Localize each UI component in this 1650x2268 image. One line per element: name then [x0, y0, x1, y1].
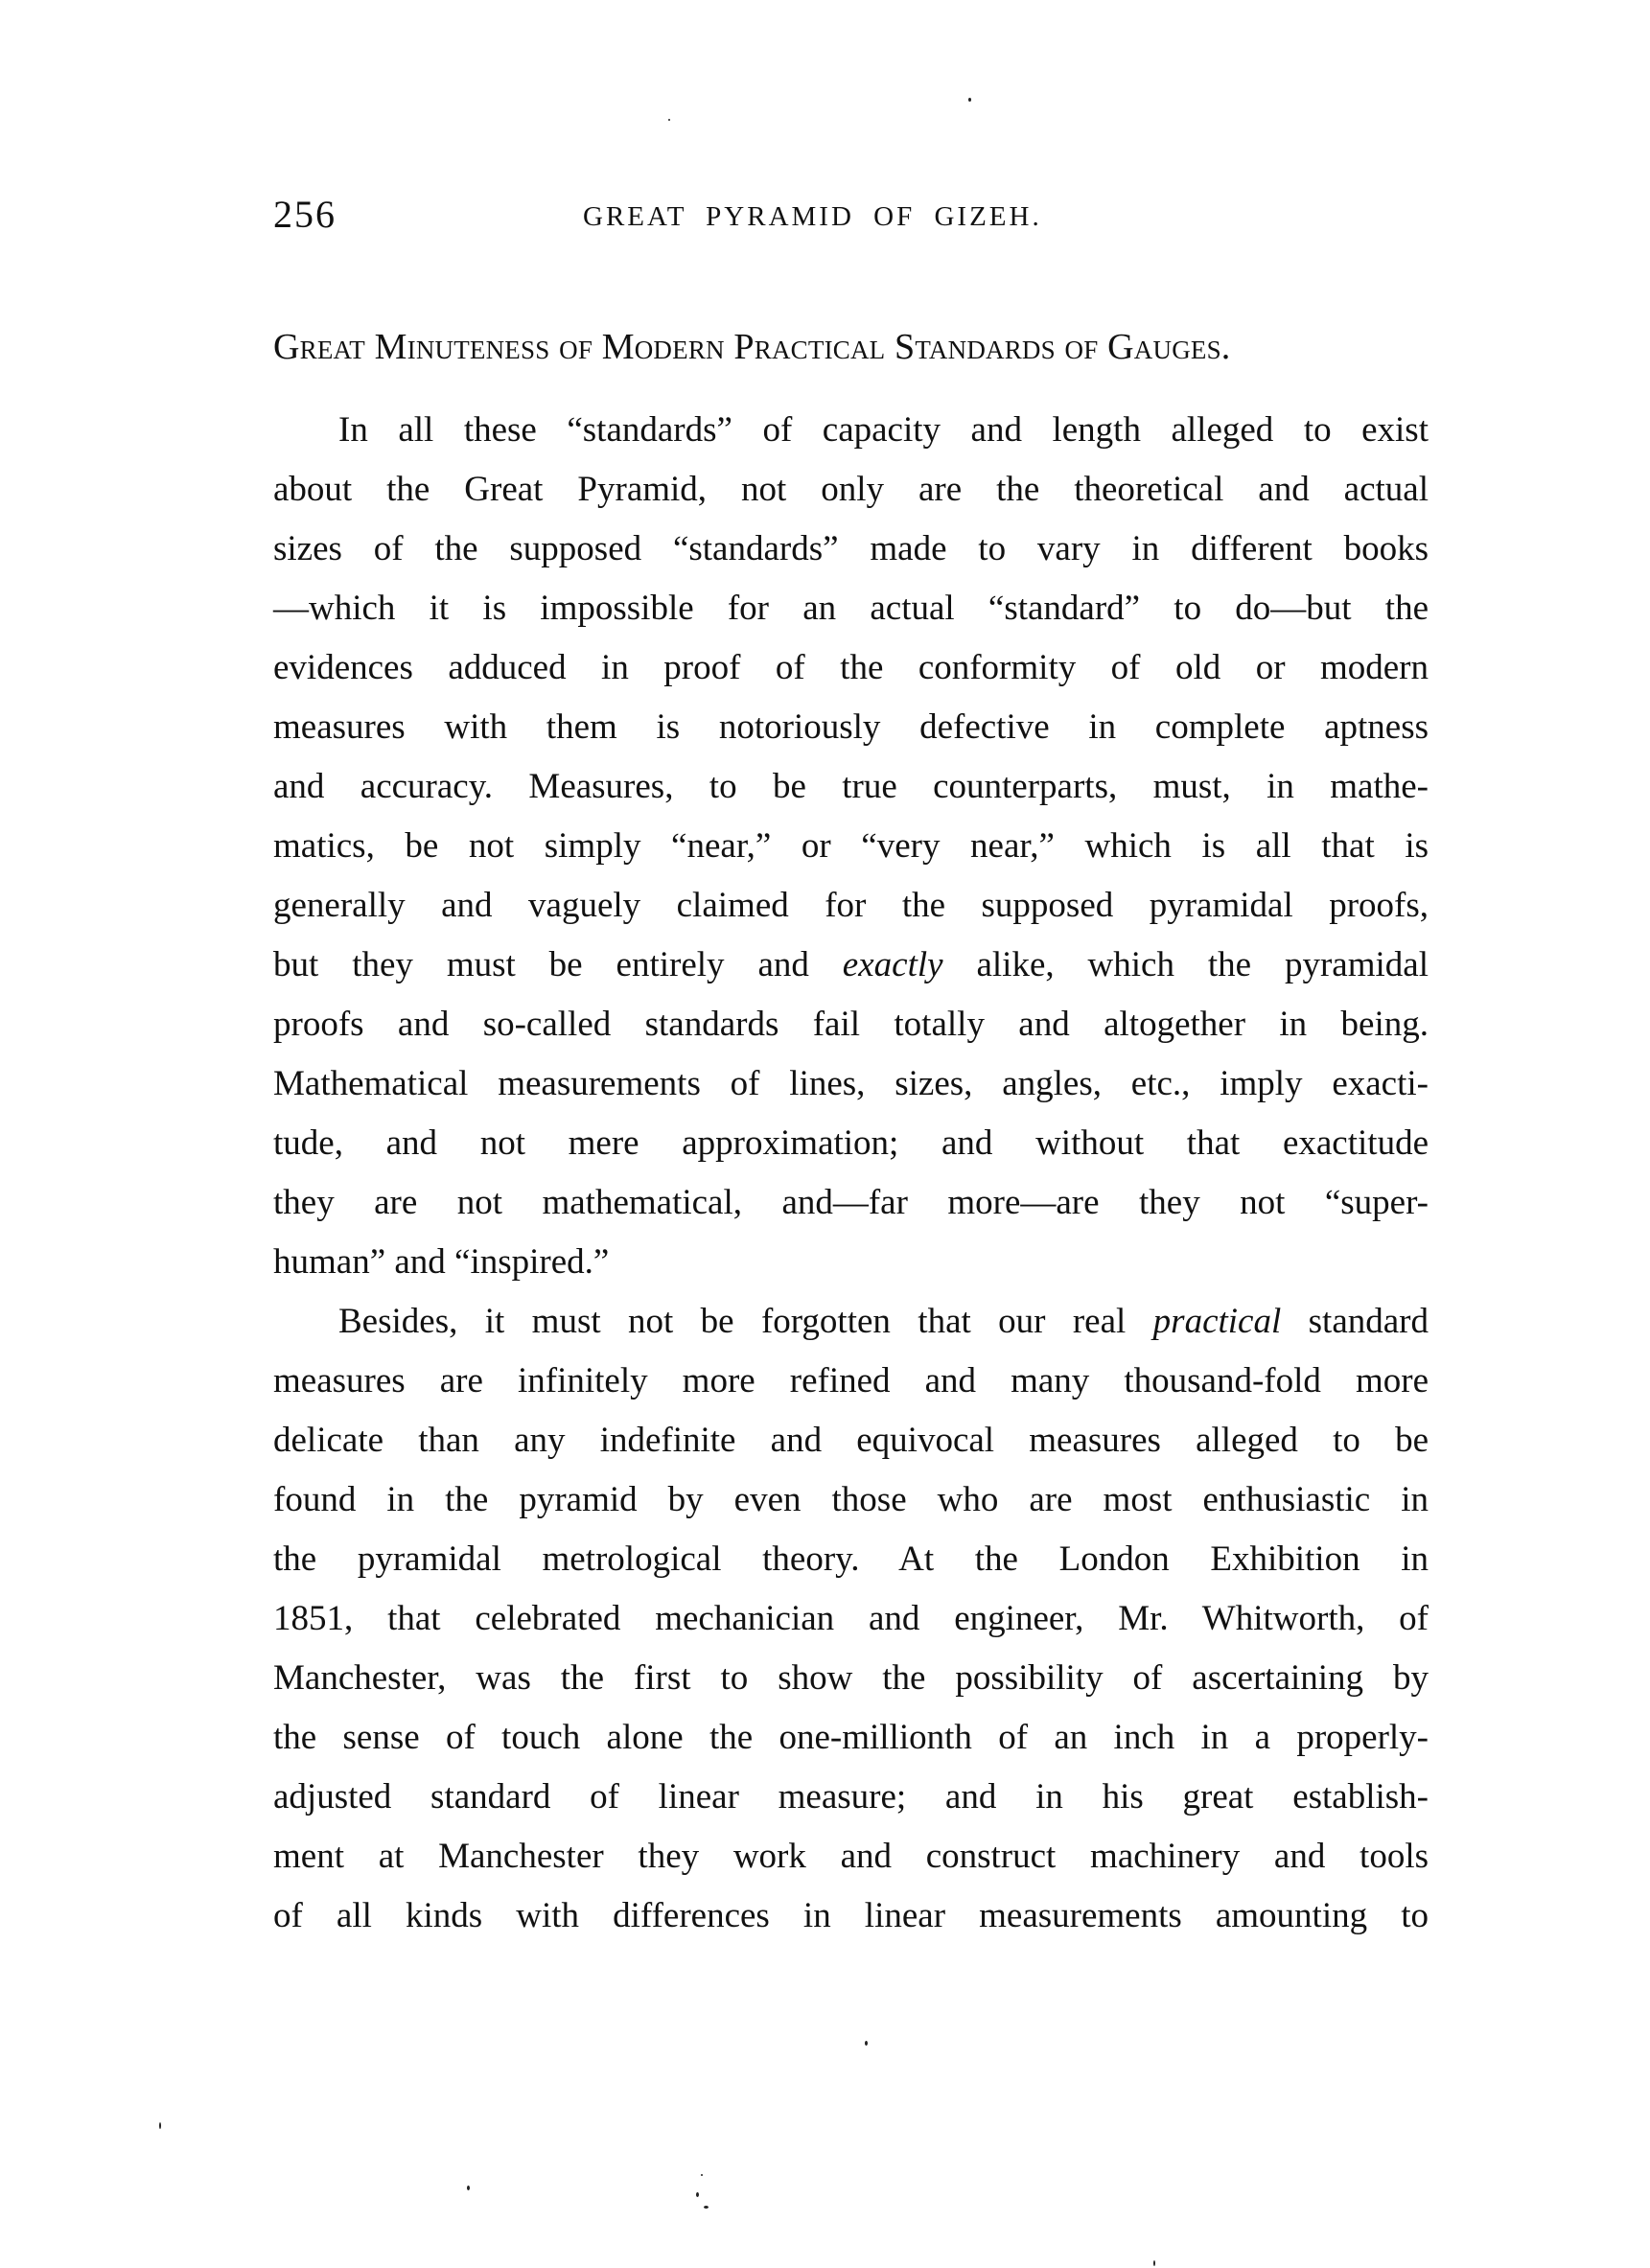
paragraph-1-line-14: they are not mathematical, and—far more—are they not “super-: [273, 1183, 1429, 1222]
scan-speck: [701, 2174, 703, 2176]
paragraph-1-line-8: matics, be not simply “near,” or “very near,” which is all that is: [273, 826, 1429, 866]
paragraph-2-line-6: 1851, that celebrated mechanician and engineer, Mr. Whitworth, of: [273, 1599, 1429, 1638]
line-text-after: standard: [1281, 1302, 1429, 1341]
paragraph-1-line-15: human” and “inspired.”: [273, 1242, 610, 1282]
paragraph-1-line-2: about the Great Pyramid, not only are the theoretical and actual: [273, 470, 1429, 509]
paragraph-2-line-10: ment at Manchester they work and construct machinery and tools: [273, 1837, 1429, 1876]
scan-speck: [865, 2041, 868, 2046]
scan-speck: [159, 2122, 161, 2129]
paragraph-1-line-4: —which it is impossible for an actual “standard” to do—but the: [273, 589, 1429, 628]
paragraph-2-line-7: Manchester, was the first to show the possibility of ascertaining by: [273, 1658, 1429, 1698]
scan-speck: [968, 98, 971, 102]
paragraph-2-line-8: the sense of touch alone the one-millionth of an inch in a properly-: [273, 1718, 1429, 1757]
running-title: GREAT PYRAMID OF GIZEH.: [583, 201, 1042, 232]
scan-speck: [467, 2186, 470, 2190]
running-head: [273, 190, 1429, 240]
paragraph-1-line-5: evidences adduced in proof of the conformity of old or modern: [273, 648, 1429, 687]
emphasis-exactly: exactly: [842, 945, 943, 984]
line-text-before: but they must be entirely and: [273, 945, 843, 984]
paragraph-2-line-11: of all kinds with differences in linear measurements amounting to: [273, 1896, 1429, 1935]
paragraph-2-line-3: delicate than any indefinite and equivocal measures alleged to be: [273, 1421, 1429, 1460]
scan-speck: [696, 2192, 699, 2197]
paragraph-1-line-6: measures with them is notoriously defective in complete aptness: [273, 707, 1429, 747]
paragraph-1-line-10: [273, 936, 1429, 995]
paragraph-2-line-2: measures are infinitely more refined and many thousand-fold more: [273, 1361, 1429, 1400]
paragraph-1-line-7: and accuracy. Measures, to be true counterparts, must, in mathe-: [273, 767, 1429, 806]
paragraph-2-line-5: the pyramidal metrological theory. At the London Exhibition in: [273, 1539, 1429, 1579]
paragraph-2-line-1: [273, 1292, 1429, 1352]
scan-speck: [668, 119, 670, 121]
paragraph-1-line-1: In all these “standards” of capacity and length alleged to exist: [338, 410, 1429, 450]
paragraph-1-line-9: generally and vaguely claimed for the supposed pyramidal proofs,: [273, 886, 1429, 925]
body-text: [273, 401, 1429, 1946]
paragraph-1-line-3: sizes of the supposed “standards” made to vary in different books: [273, 529, 1429, 568]
paragraph-1-line-12: Mathematical measurements of lines, sizes, angles, etc., imply exacti-: [273, 1064, 1429, 1103]
paragraph-1-line-13: tude, and not mere approximation; and without that exactitude: [273, 1123, 1429, 1163]
page-number: 256: [273, 193, 337, 236]
emphasis-practical: practical: [1152, 1302, 1282, 1341]
section-heading: Great Minuteness of Modern Practical Standards of Gauges.: [273, 327, 1231, 367]
line-text-before: Besides, it must not be forgotten that our real: [338, 1302, 1153, 1341]
paragraph-2-line-4: found in the pyramid by even those who are most enthusiastic in: [273, 1480, 1429, 1519]
line-text-after: alike, which the pyramidal: [942, 945, 1429, 984]
paragraph-1-line-11: proofs and so-called standards fail totally and altogether in being.: [273, 1005, 1429, 1044]
scan-speck: [1153, 2260, 1155, 2266]
paragraph-2-line-9: adjusted standard of linear measure; and in his great establish-: [273, 1777, 1429, 1817]
scan-speck: [704, 2206, 709, 2209]
